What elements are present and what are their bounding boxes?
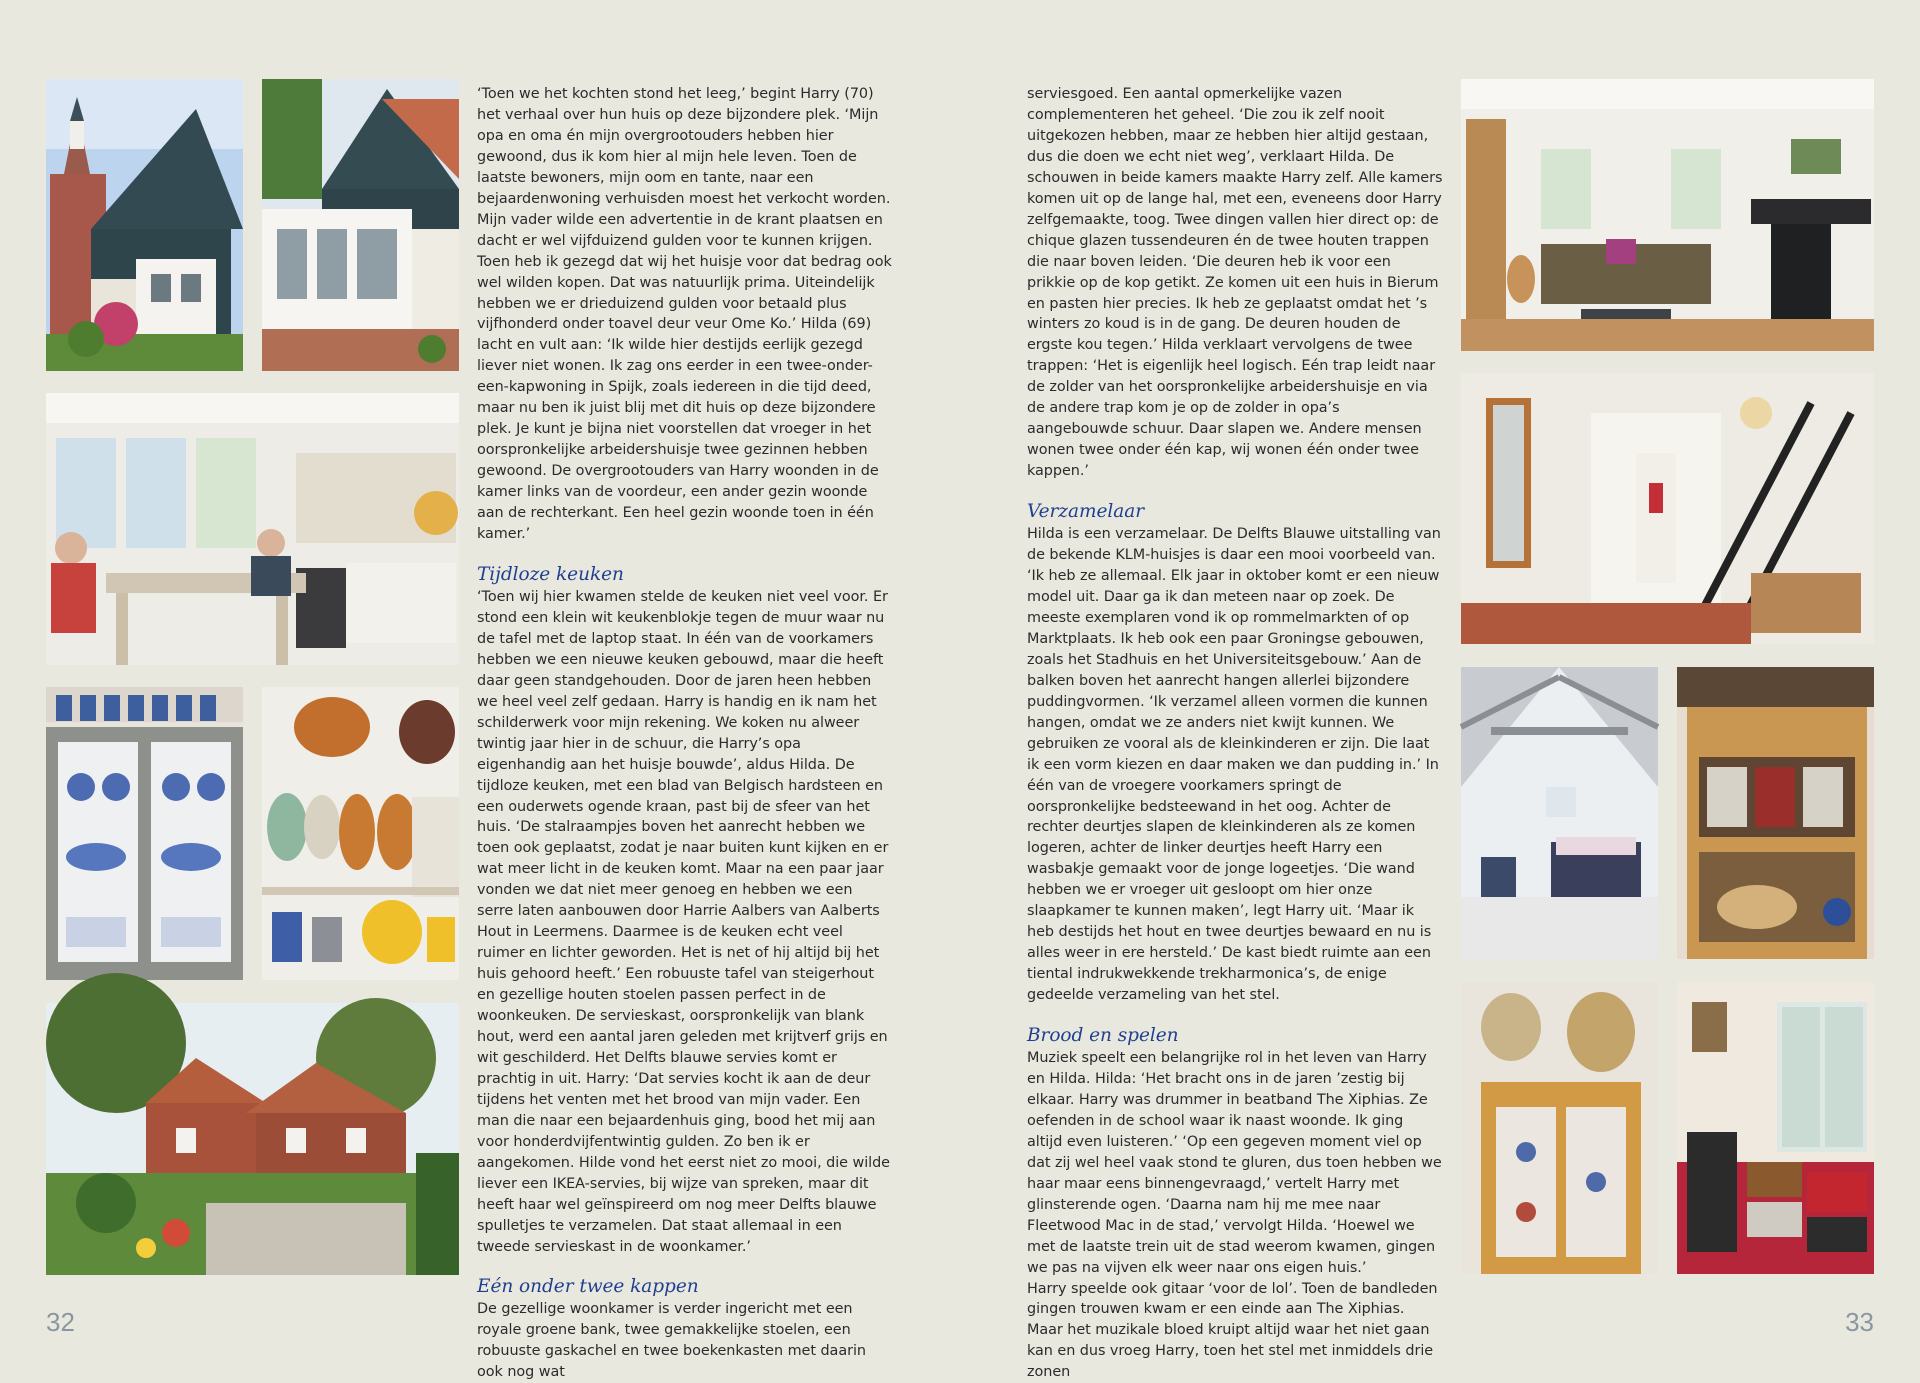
photo-kitchen: [46, 393, 459, 665]
photo-accordion-room: [1677, 982, 1874, 1274]
page-number-left: 32: [46, 1307, 75, 1337]
paragraph: ‘Toen wij hier kwamen stelde de keuken niet veel voor. Er stond een klein wit keukenblokje tegen de muur waar nu de tafel met de laptop staat. In één van de voorkamers hebben we een nieuwe keuken gebouwd, maar die heeft daar geen standgehouden. Door de jaren heen hebben we heel veel zelf gedaan. Harry is handig en ik nam het schilderwerk voor mijn rekening. We koken nu alweer twintig jaar hier in de schuur, die Harry’s opa eigenhandig aan het huisje bouwde’, aldus Hilda. De tijdloze keuken, met een blad van Belgisch hardsteen en een ouderwets ogende kraan, past bij de sfeer van het huis. ‘De stalraampjes boven het aanrecht hebben we toen ook geplaatst, zodat je naar buiten kunt kijken en er wat meer licht in de keuken komt. Maar na een paar jaar vonden we dat niet meer genoeg en hebben we een serre laten aanbouwen door Harrie Aalbers van Aalberts Hout in Leermens. Daarmee is de keuken echt veel ruimer en lichter geworden. Het is net of hij altijd bij het huis gehoord heeft.’ Een robuuste tafel van steigerhout en gezellige houten stoelen passen perfect in de woonkeuken. De servieskast, oorspronkelijk van blank hout, werd een aantal jaren geleden met krijtverf grijs en wit geschilderd. Het Delfts blauwe servies komt er prachtig in uit. Harry: ‘Dat servies kocht ik aan de deur tijdens het venten met het brood van mijn vader. Een man die naar een bejaardenhuis ging, bood het mij aan voor honderdvijfentwintig gulden. Zo ben ik er aangekomen. Hilde vond het eerst niet zo mooi, die wilde liever een IKEA-servies, bij wijze van spreken, maar dit heeft haar wel geïnspireerd om nog meer Delfts blauwe spulletjes te verzamelen. Dat staat allemaal in een tweede servieskast in de woonkamer.’: [477, 588, 890, 1255]
photo-accordion-cabinet: [1677, 667, 1874, 959]
paragraph: Harry speelde ook gitaar ‘voor de lol’. Toen de bandleden gingen trouwen kwam er een einde aan The Xiphias. Maar het muzikale bloed kruipt altijd waar het niet gaan kan en dus vroeg Harry, toen het stel met inmiddels drie zonen: [1027, 1280, 1438, 1381]
page-number-right: 33: [1845, 1307, 1874, 1337]
section-heading-een-onder-twee-kappen: Eén onder twee kappen: [477, 1276, 699, 1298]
photo-pudding-molds: [262, 687, 459, 980]
section-heading-verzamelaar: Verzamelaar: [1027, 501, 1144, 523]
photo-church-house: [46, 79, 243, 371]
photo-garden-farm: [46, 1003, 459, 1275]
text-column-left: [477, 84, 893, 1381]
paragraph: serviesgoed. Een aantal opmerkelijke vazen complementeren het geheel. ‘Die zou ik zelf nooit uitgekozen hebben, maar ze hebben hier altijd gestaan, dus die doen we echt niet weg’, verklaart Hilda. De schouwen in beide kamers maakte Harry zelf. Alle kamers komen uit op de lange hal, met een, eveneens door Harry zelfgemaakte, toog. Twee dingen vallen hier direct op: de chique glazen tussendeuren én de twee houten trappen die naar boven leiden. ‘Die deuren heb ik voor een prikkie op de kop getikt. Ze komen uit een huis in Bierum en pasten hier precies. Ik heb ze geplaatst omdat het ’s winters zo koud is in de gang. De deuren houden de ergste kou tegen.’ Hilda verklaart vervolgens de twee trappen: ‘Het is eigenlijk heel logisch. Eén trap leidt naar de zolder van het oorspronkelijke arbeidershuisje en via de andere trap kom je op de zolder in opa’s aangebouwde schuur. Daar slapen we. Andere mensen wonen twee onder één kap, wij wonen één onder twee kappen.’: [1027, 86, 1443, 480]
section-heading-tijdloze-keuken: Tijdloze keuken: [477, 563, 624, 585]
section-heading-brood-en-spelen: Brood en spelen: [1027, 1025, 1179, 1047]
photo-veranda: [262, 79, 459, 371]
photo-living-room: [1461, 79, 1874, 351]
photo-attic-bedroom: [1461, 667, 1658, 959]
paragraph: Muziek speelt een belangrijke rol in het leven van Harry en Hilda. Hilda: ‘Het bracht ons in de jaren ’zestig bij elkaar. Harry was drummer in beatband The Xiphias. Ze oefenden in de school waar ik naast woonde. Ik ging altijd even luisteren.’ ‘Op een gegeven moment viel op dat zij wel heel vaak stond te gluren, dus toen hebben we haar maar eens binnengevraagd,’ vertelt Harry met glinsterende ogen. ‘Daarna nam hij me mee naar Fleetwood Mac in de stad,’ vervolgt Hilda. ‘Hoewel we met de laatste trein uit de stad weerom kwamen, gingen we pas na vijven elk weer naar ons eigen huis.’: [1027, 1050, 1442, 1276]
paragraph: Hilda is een verzamelaar. De Delfts Blauwe uitstalling van de bekende KLM-huisjes is daar een mooi voorbeeld van. ‘Ik heb ze allemaal. Elk jaar in oktober komt er een nieuw model uit. Daar ga ik dan meteen naar op zoek. De meeste exemplaren vond ik op rommelmarkten of op Marktplaats. Ik heb ook een paar Groningse gebouwen, zoals het Stadhuis en het Universiteitsgebouw.’ Aan de balken boven het aanrecht hangen allerlei bijzondere puddingvormen. ‘Ik verzamel alleen vormen die kunnen hangen, omdat we ze anders niet kwijt kunnen. We gebruiken ze vooral als de kleinkinderen er zijn. Die laat ik een vorm kiezen en daar maken we dan pudding in.’ In één van de vroegere voorkamers springt de oorspronkelijke bedsteewand in het oog. Achter de rechter deurtjes slapen de kleinkinderen als ze komen logeren, achter de linker deurtjes heeft Harry een wasbakje gemaakt voor de jonge logeetjes. ‘Die wand hebben we er vroeger uit gesloopt om hier onze slaapkamer te kunnen maken’, legt Harry uit. ‘Maar ik heb destijds het hout en twee deurtjes bewaard en nu is alles weer in ere hersteld.’ De kast biedt ruimte aan een tiental indrukwekkende trekharmonica’s, de enige gedeelde verzameling van het stel.: [1027, 526, 1441, 1004]
photo-hallway-stairs: [1461, 373, 1874, 644]
text-column-right: [1027, 84, 1443, 1381]
photo-pine-cabinet: [1461, 982, 1658, 1274]
paragraph: ‘Toen we het kochten stond het leeg,’ begint Harry (70) het verhaal over hun huis op deze bijzondere plek. ‘Mijn opa en oma én mijn overgrootouders hebben hier gewoond, dus ik kom hier al mijn hele leven. Toen de laatste bewoners, mijn oom en tante, naar een bejaardenwoning verhuisden moest het verkocht worden. Mijn vader wilde een advertentie in de krant plaatsen en dacht er wel vijfduizend gulden voor te kunnen krijgen. Toen heb ik gezegd dat wij het huisje voor dat bedrag ook wel wilden kopen. Dat was natuurlijk prima. Uiteindelijk hebben we er drieduizend gulden voor betaald plus vijfhonderd onder toavel deur veur Ome Ko.’ Hilda (69) lacht en vult aan: ‘Ik wilde hier destijds eerlijk gezegd liever niet wonen. Ik zag ons eerder in een twee-onder-een-kapwoning in Spijk, zoals iedereen in die tijd deed, maar nu ben ik juist blij met dit huis op deze bijzondere plek. Je kunt je bijna niet voorstellen dat vroeger in het oorspronkelijke arbeidershuisje twee gezinnen hebben gewoond. De overgrootouders van Harry woonden in de kamer links van de voordeur, een ander gezin woonde aan de rechterkant. Een heel gezin woonde toen in één kamer.’: [477, 86, 892, 543]
paragraph: De gezellige woonkamer is verder ingericht met een royale groene bank, twee gemakkelijke stoelen, een robuuste gaskachel en twee boekenkasten met daarin ook nog wat: [477, 1301, 866, 1381]
photo-delft-cabinet: [46, 687, 243, 980]
